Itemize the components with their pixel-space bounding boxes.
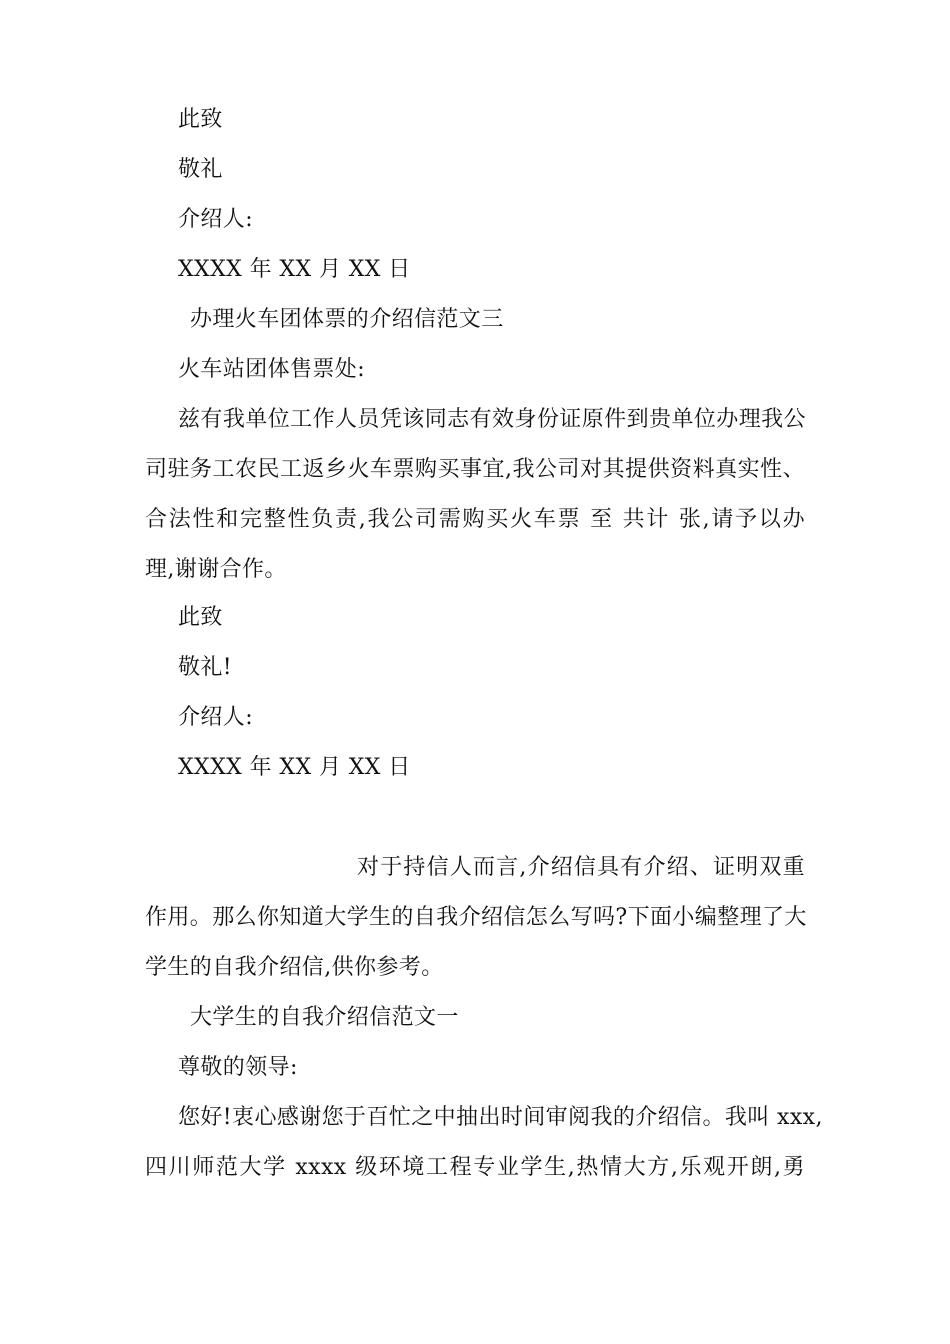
intro-line-1: 对于持信人而言,介绍信具有介绍、证明双重 — [357, 855, 805, 880]
section-three-date: XXXX 年 XX 月 XX 日 — [178, 755, 411, 780]
section-three-ci-zhi: 此致 — [178, 605, 223, 630]
closing-introducer: 介绍人: — [178, 207, 254, 232]
student-letter-one-body-line-1: 您好!衷心感谢您于百忙之中抽出时间审阅我的介绍信。我叫 xxx, — [178, 1105, 823, 1130]
student-letter-one-body-line-2: 四川师范大学 xxxx 级环境工程专业学生,热情大方,乐观开朗,勇 — [145, 1155, 805, 1180]
closing-date: XXXX 年 XX 月 XX 日 — [178, 257, 411, 282]
section-three-salutation: 火车站团体售票处: — [178, 357, 366, 382]
closing-jing-li: 敬礼 — [178, 157, 223, 182]
section-three-introducer: 介绍人: — [178, 705, 254, 730]
intro-line-2: 作用。那么你知道大学生的自我介绍信怎么写吗?下面小编整理了大 — [145, 905, 807, 930]
section-three-body-line-3: 合法性和完整性负责,我公司需购买火车票 至 共计 张,请予以办 — [145, 507, 805, 532]
student-letter-one-salutation: 尊敬的领导: — [178, 1055, 298, 1080]
section-three-body-line-1: 兹有我单位工作人员凭该同志有效身份证原件到贵单位办理我公 — [178, 407, 806, 432]
intro-line-3: 学生的自我介绍信,供你参考。 — [145, 955, 444, 980]
section-three-jing-li: 敬礼! — [178, 655, 233, 680]
section-three-body-line-4: 理,谢谢合作。 — [145, 557, 287, 582]
section-three-heading: 办理火车团体票的介绍信范文三 — [190, 307, 504, 332]
student-letter-one-heading: 大学生的自我介绍信范文一 — [190, 1005, 459, 1030]
section-three-body-line-2: 司驻务工农民工返乡火车票购买事宜,我公司对其提供资料真实性、 — [145, 457, 805, 482]
closing-ci-zhi: 此致 — [178, 107, 223, 132]
